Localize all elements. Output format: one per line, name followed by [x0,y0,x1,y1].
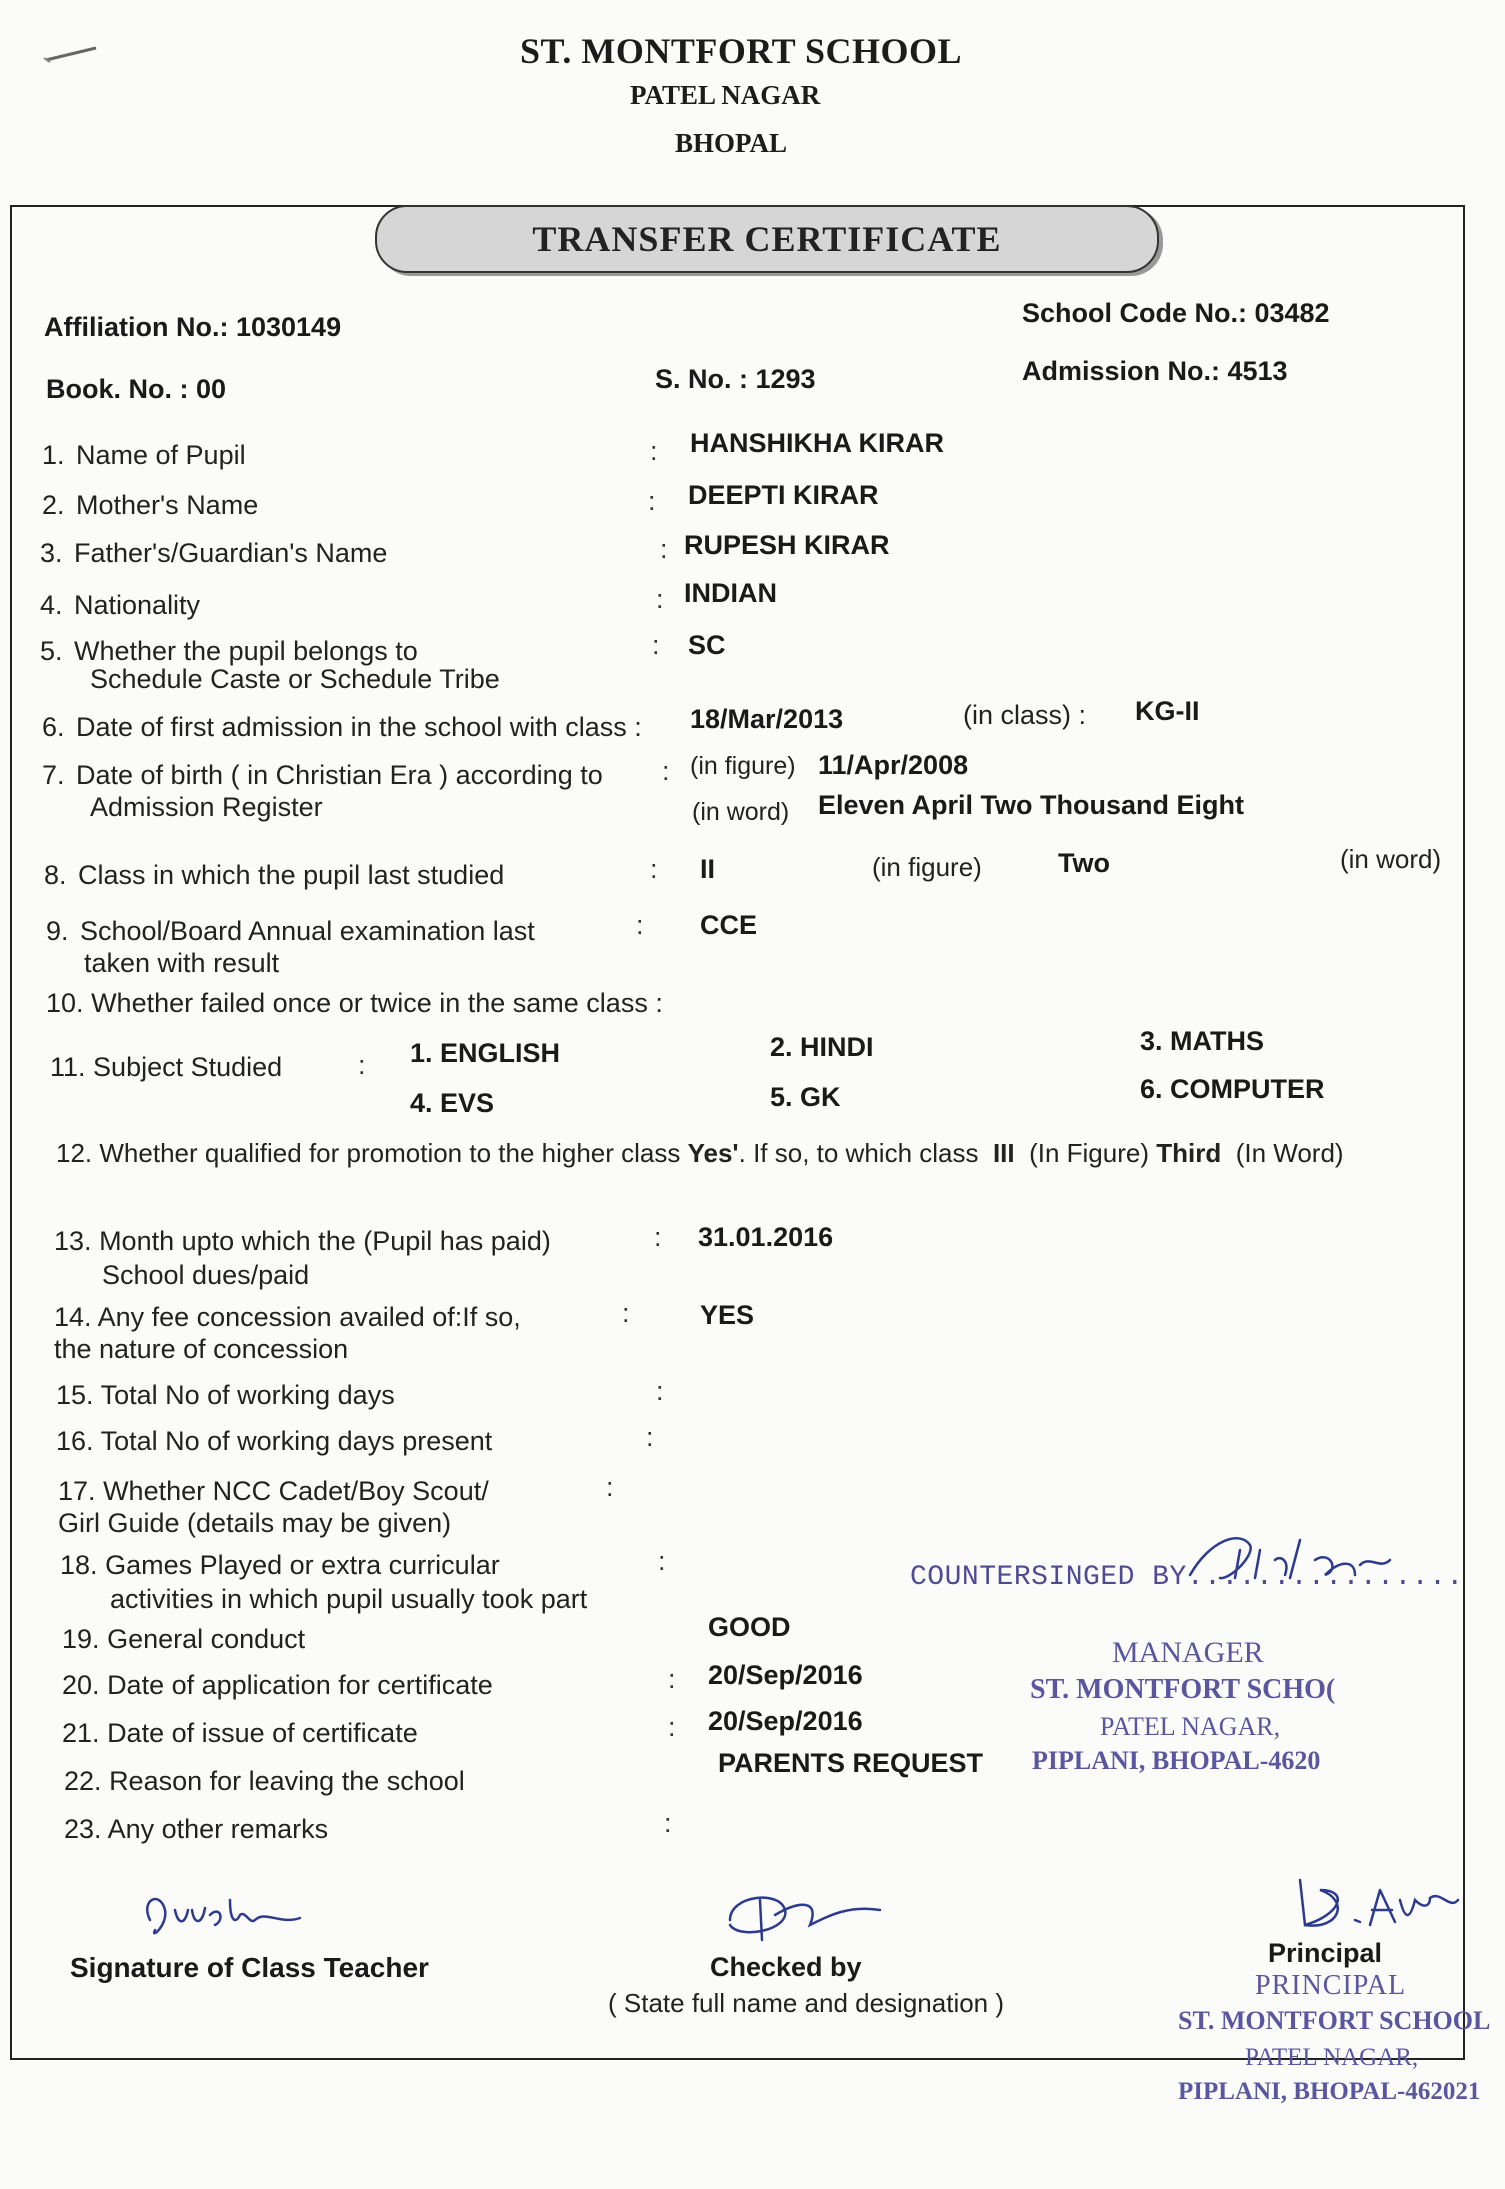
book-number: Book. No. : 00 [46,374,227,404]
colon: : [652,630,660,660]
field-last-class-word-value: Two [1058,848,1110,878]
field-fathers-name-value: RUPESH KIRAR [684,530,890,560]
field-issue-date-label: 21. Date of issue of certificate [62,1718,418,1748]
countersigned-stamp: COUNTERSINGED BY................ [910,1562,1464,1593]
field-working-days-label: 15. Total No of working days [56,1380,395,1410]
field-exam-label-line2: taken with result [84,948,280,978]
field-last-class-figure-value: II [700,854,716,884]
colon: : [358,1050,366,1080]
field-first-admission-value: 18/Mar/2013 [690,704,844,734]
serial-number: S. No. : 1293 [655,364,816,394]
principal-label: Principal [1268,1938,1383,1968]
colon: : [654,1222,662,1252]
class-teacher-label: Signature of Class Teacher [70,1952,429,1983]
subject-item: 3. MATHS [1140,1026,1265,1056]
colon: : [668,1664,676,1694]
field-concession-label-line2: the nature of concession [54,1334,349,1364]
field-exam-value: CCE [700,910,758,940]
colon: : [668,1712,676,1742]
field-last-class-label: 8. Class in which the pupil last studied [44,860,505,890]
field-promotion-word-value: Third [1156,1138,1222,1168]
field-caste-label-line2: Schedule Caste or Schedule Tribe [90,664,500,694]
colon: : [636,910,644,940]
manager-stamp-title: MANAGER [1112,1636,1264,1669]
affiliation-number: Affiliation No.: 1030149 [44,312,342,342]
checked-by-note: ( State full name and designation ) [608,1988,1005,2018]
colon: : [664,1808,672,1838]
field-dues-label-line2: School dues/paid [102,1260,310,1290]
admission-number: Admission No.: 4513 [1022,356,1288,386]
checked-by-label: Checked by [710,1952,862,1982]
field-leaving-reason-value: PARENTS REQUEST [718,1748,984,1778]
colon: : [662,756,670,786]
class-teacher-signature [130,1880,330,1950]
principal-stamp-title: PRINCIPAL [1255,1970,1407,2001]
field-promotion-figure-value: III [992,1138,1015,1168]
subject-item: 2. HINDI [770,1032,874,1062]
field-concession-label: 14. Any fee concession availed of:If so, [54,1302,521,1332]
field-application-date-value: 20/Sep/2016 [708,1660,863,1690]
field-caste-value: SC [688,630,726,660]
colon: : [648,486,656,516]
colon: : [650,436,658,466]
field-dob-figure-value: 11/Apr/2008 [818,750,969,780]
field-dues-label: 13. Month upto which the (Pupil has paid) [54,1226,551,1256]
subject-item: 5. GK [770,1082,841,1112]
field-issue-date-value: 20/Sep/2016 [708,1706,863,1736]
field-promotion: 12. Whether qualified for promotion to the higher class Yes'. If so, to which class III (In Figure) Third (In Word) [56,1138,1344,1168]
colon: : [622,1298,630,1328]
field-dob-label-line2: Admission Register [90,792,323,822]
school-address-line: PATEL NAGAR [630,80,821,110]
principal-stamp-city: PIPLANI, BHOPAL-462021 [1178,2078,1481,2105]
field-subjects-label: 11. Subject Studied [50,1052,283,1082]
principal-stamp-address: PATEL NAGAR, [1245,2044,1419,2071]
principal-stamp-school: ST. MONTFORT SCHOOL [1178,2006,1491,2035]
field-fathers-name-label: 3. Father's/Guardian's Name [40,538,388,568]
field-conduct-label: 19. General conduct [62,1624,306,1654]
manager-stamp-city: PIPLANI, BHOPAL-4620 [1032,1746,1321,1775]
field-name-of-pupil-label: 1. Name of Pupil [42,440,246,470]
field-ncc-label-line2: Girl Guide (details may be given) [58,1508,452,1538]
colon: : [660,534,668,564]
colon: : [658,1546,666,1576]
field-failed-label: 10. Whether failed once or twice in the same class : [46,988,663,1018]
field-caste-label: 5. Whether the pupil belongs to [40,636,418,666]
field-days-present-label: 16. Total No of working days present [56,1426,493,1456]
school-code: School Code No.: 03482 [1022,298,1330,328]
school-name: ST. MONTFORT SCHOOL [520,31,962,71]
field-mothers-name-label: 2. Mother's Name [42,490,259,520]
field-leaving-reason-label: 22. Reason for leaving the school [64,1766,465,1796]
subject-item: 6. COMPUTER [1140,1074,1325,1104]
colon: : [656,1376,664,1406]
principal-signature [1280,1860,1470,1940]
staple-mark [42,40,102,70]
colon: : [646,1422,654,1452]
field-exam-label: 9. School/Board Annual examination last [46,916,535,946]
field-last-class-word-label: (in word) [1340,844,1442,874]
field-dob-word-label: (in word) [692,798,790,826]
field-nationality-value: INDIAN [684,578,777,608]
manager-stamp-address: PATEL NAGAR, [1100,1712,1281,1741]
field-dob-word-value: Eleven April Two Thousand Eight [818,790,1245,820]
certificate-title-banner [375,205,1159,273]
manager-signature [1180,1520,1400,1600]
colon: : [606,1472,614,1502]
field-dob-figure-label: (in figure) [690,752,796,780]
field-mothers-name-value: DEEPTI KIRAR [688,480,879,510]
subject-item: 1. ENGLISH [410,1038,561,1068]
field-nationality-label: 4. Nationality [40,590,201,620]
field-promotion-yes: Yes' [687,1138,739,1168]
field-dues-value: 31.01.2016 [698,1222,834,1252]
field-application-date-label: 20. Date of application for certificate [62,1670,493,1700]
certificate-title: TRANSFER CERTIFICATE [532,219,1002,259]
field-games-label-line2: activities in which pupil usually took part [110,1584,588,1614]
school-city: BHOPAL [675,128,788,158]
field-remarks-label: 23. Any other remarks [64,1814,329,1844]
field-ncc-label: 17. Whether NCC Cadet/Boy Scout/ [58,1476,489,1506]
field-games-label: 18. Games Played or extra curricular [60,1550,500,1580]
checked-by-signature [700,1880,900,1960]
field-name-of-pupil-value: HANSHIKHA KIRAR [690,428,944,458]
field-conduct-value: GOOD [708,1612,791,1642]
colon: : [650,854,658,884]
field-concession-value: YES [700,1300,755,1330]
manager-stamp-school: ST. MONTFORT SCHO( [1030,1674,1336,1705]
field-first-admission-class-label: (in class) : [963,700,1087,730]
field-first-admission-label: 6. Date of first admission in the school with class : [42,712,642,742]
field-dob-label: 7. Date of birth ( in Christian Era ) according to [42,760,603,790]
subject-item: 4. EVS [410,1088,495,1118]
field-last-class-figure-label: (in figure) [872,852,982,882]
field-first-admission-class-value: KG-II [1135,696,1200,726]
colon: : [656,584,664,614]
